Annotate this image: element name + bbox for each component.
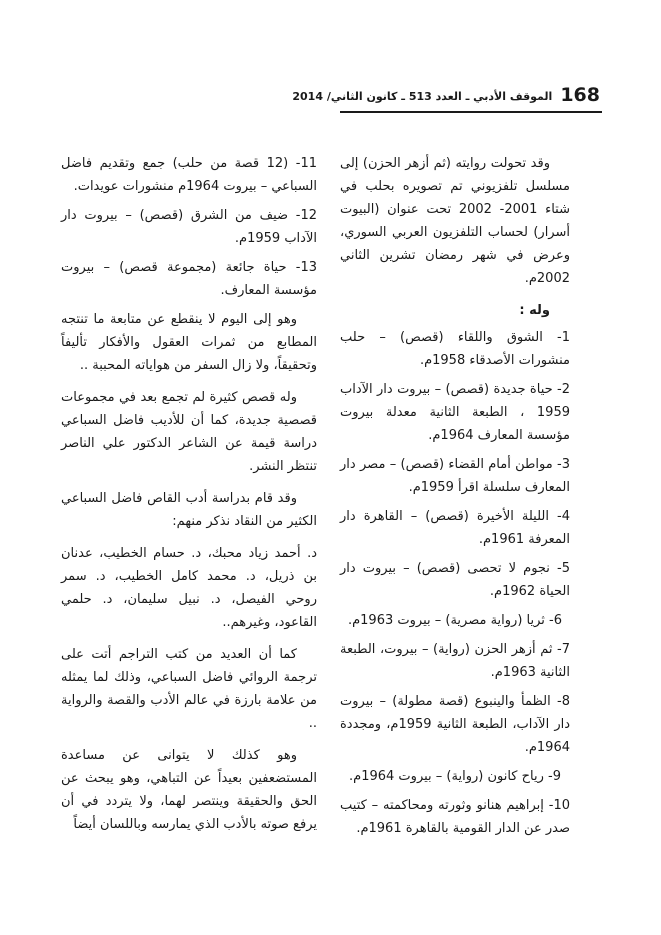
works-heading: وله : bbox=[519, 303, 550, 318]
work-item: 7- ثم أزهر الحزن (رواية) – بيروت، الطبعة الثانية 1963م. bbox=[340, 642, 570, 680]
header-rule bbox=[340, 111, 602, 113]
work-item: 9- رياح كانون (رواية) – بيروت 1964م. bbox=[349, 769, 561, 784]
work-item: 8- الظمأ والينبوع (قصة مطولة) – بيروت دار الآداب، الطبعة الثانية 1959م، ومجددة 1964م. bbox=[340, 694, 571, 755]
work-item: 3- مواطن أمام القضاء (قصص) – مصر دار المعارف سلسلة اقرأ 1959م. bbox=[340, 457, 570, 495]
work-item: 2- حياة جديدة (قصص) – بيروت دار الآداب 1959 ، الطبعة الثانية معدلة بيروت مؤسسة المعارف 1964م. bbox=[340, 382, 570, 443]
work-item: 10- إبراهيم هنانو وثورته ومحاكمته – كتيب صدر عن الدار القومية بالقاهرة 1961م. bbox=[340, 798, 570, 836]
running-header bbox=[292, 80, 600, 106]
critics-list: د. أحمد زياد محبك، د. حسام الخطيب، عدنان بن ذريل، د. محمد كامل الخطيب، د. سمر روحي الفيصل، د. نبيل سليمان، د. حلمي القاعود، وغيرهم.. bbox=[61, 546, 317, 630]
left-column bbox=[61, 152, 317, 845]
work-item: 1- الشوق واللقاء (قصص) – حلب منشورات الأصدقاء 1958م. bbox=[340, 330, 570, 368]
work-item: 5- نجوم لا تحصى (قصص) – بيروت دار الحياة 1962م. bbox=[340, 561, 570, 599]
work-item: 4- الليلة الأخيرة (قصص) – القاهرة دار المعرفة 1961م. bbox=[340, 509, 570, 547]
body-paragraph: كما أن العديد من كتب التراجم أتت على ترجمة الروائي فاضل السباعي، وذلك لما يمثله من علامة بارزة في عالم الأدب والقصة والرواية .. bbox=[61, 647, 317, 731]
work-item: 13- حياة جائعة (مجموعة قصص) – بيروت مؤسسة المعارف. bbox=[61, 260, 317, 298]
work-item: 6- ثريا (رواية مصرية) – بيروت 1963م. bbox=[347, 613, 563, 628]
work-item: 12- ضيف من الشرق (قصص) – بيروت دار الآداب 1959م. bbox=[61, 208, 317, 246]
body-paragraph: وهو كذلك لا يتوانى عن مساعدة المستضعفين بعيداً عن التباهي، وهو يبحث عن الحق والحقيقة وينتصر لهما، ولا يتردد في أن يرفع صوته بالأدب الذي يمارسه وباللسان أيضاً bbox=[61, 748, 317, 832]
body-paragraph: وهو إلى اليوم لا ينقطع عن متابعة ما تنتجه المطابع من ثمرات العقول والأفكار تأليفاً وتحقيقاً، ولا زال السفر من هواياته المحببة .. bbox=[61, 312, 317, 373]
page-number: 168 bbox=[560, 84, 600, 106]
journal-title: الموقف الأدبي ـ العدد 513 ـ كانون الثاني/ 2014 bbox=[292, 90, 553, 103]
body-paragraph: وله قصص كثيرة لم تجمع بعد في مجموعات قصصية جديدة، كما أن للأديب فاضل السباعي دراسة قيمة عن الشاعر الدكتور علي الناصر تنتظر النشر. bbox=[61, 390, 317, 474]
work-item: 11- (12 قصة من حلب) جمع وتقديم فاضل السباعي – بيروت 1964م منشورات عويدات. bbox=[61, 156, 317, 194]
intro-paragraph: وقد تحولت روايته (ثم أزهر الحزن) إلى مسلسل تلفزيوني تم تصويره بحلب في شتاء 2001- 2002 تحت عنوان (البيوت أسرار) لحساب التلفزيون العربي السوري، وعرض في شهر رمضان تشرين الثاني 2002م. bbox=[340, 156, 570, 286]
body-paragraph: وقد قام بدراسة أدب القاص فاضل السباعي الكثير من النقاد نذكر منهم: bbox=[61, 491, 317, 529]
right-column bbox=[340, 152, 570, 846]
